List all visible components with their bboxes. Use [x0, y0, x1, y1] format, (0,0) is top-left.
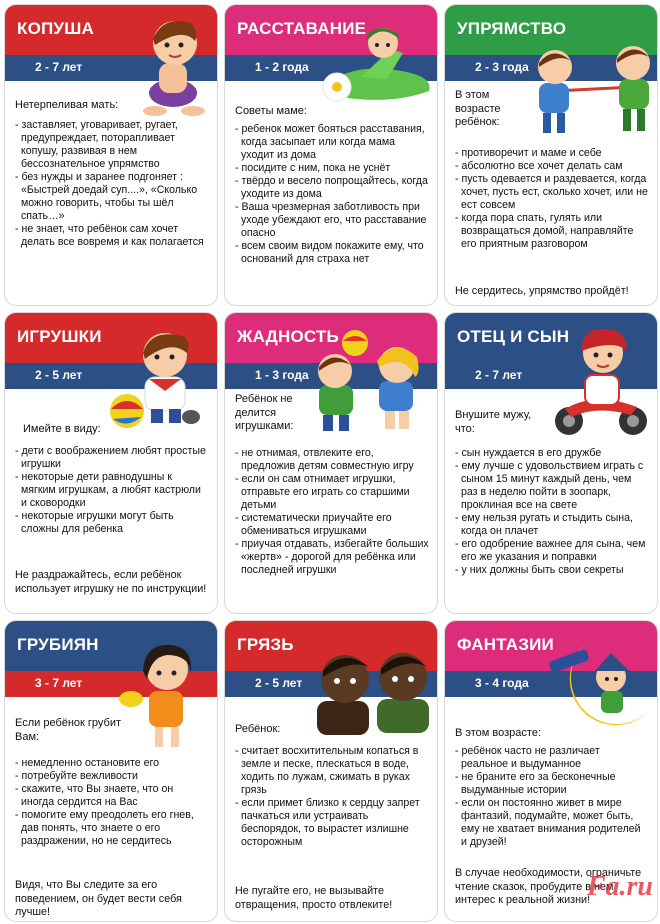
card-note: В случае необходимости, ограничьте чтение сказок, пробудите в нем интерес к реальной жизни!: [455, 867, 642, 906]
tips-list: [235, 447, 429, 577]
list-item: - помогите ему преодолеть его гнев, дав понять, что знаете о его раздражении, но не сердитесь: [15, 809, 209, 848]
list-item: - твёрдо и весело попрощайтесь, когда уходите из дома: [235, 175, 429, 201]
list-item: - не браните его за бесконечные выдуманные истории: [455, 771, 649, 797]
list-item: - потребуйте вежливости: [15, 770, 209, 783]
age-range: 2 - 3 года: [475, 60, 529, 74]
list-item: - Ваша чрезмерная заботливость при уходе убеждают его, что расставание опасно: [235, 201, 429, 240]
tips-list: [15, 757, 209, 848]
card-zhadnost: [224, 312, 438, 614]
card-title: КОПУША: [17, 19, 94, 38]
list-item: - абсолютно все хочет делать сам: [455, 160, 649, 173]
list-item: - ему нельзя ругать и стыдить сына, когда он плачет: [455, 512, 649, 538]
card-kopusha: [4, 4, 218, 306]
card-note: Не сердитесь, упрямство пройдёт!: [455, 285, 629, 297]
list-item: - если он сам отнимает игрушки, отправьте его играть со старшими детьми: [235, 473, 429, 512]
age-range: 2 - 7 лет: [35, 60, 83, 74]
dirty-children-illustration: [311, 641, 435, 741]
age-range: 1 - 3 года: [255, 368, 309, 382]
card-fantazii: [444, 620, 658, 922]
list-item: - не знает, что ребёнок сам хочет делать все вовремя и как полагается: [15, 223, 209, 249]
list-item: - противоречит и маме и себе: [455, 147, 649, 160]
age-range: 2 - 7 лет: [475, 368, 523, 382]
tips-list: [455, 447, 649, 577]
card-note: Не раздражайтесь, если ребёнок использует игрушку не по инструкции!: [15, 569, 207, 595]
card-title: РАССТАВАНИЕ: [237, 19, 367, 38]
tips-list: [455, 745, 649, 849]
child-on-plane-illustration: [321, 21, 437, 113]
card-grubiyan: [4, 620, 218, 922]
child-on-scooter-illustration: [545, 321, 657, 441]
girl-with-toy-illustration: [115, 631, 215, 755]
list-item: - немедленно остановите его: [15, 757, 209, 770]
tips-list: [15, 445, 209, 536]
list-item: - когда пора спать, гулять или возвращаться домой, направляйте его приятным разговором: [455, 212, 649, 251]
card-title: ФАНТАЗИИ: [457, 635, 554, 654]
list-item: - некоторые игрушки могут быть сложны для ребенка: [15, 510, 209, 536]
list-item: - заставляет, уговаривает, ругает, предупреждает, поторапливает копушу, развивая в нем бессознательное упрямство: [15, 119, 209, 171]
list-item: - приучая отдавать, избегайте больших «жертв» - дорогой для ребёнка или последней игрушки: [235, 538, 429, 577]
card-intro: В этом возрасте ребёнок:: [455, 89, 501, 128]
list-item: - считает восхитительным копаться в земле и песке, плескаться в воде, ходить по лужам, сжимать в руках грязь: [235, 745, 429, 797]
list-item: - ребенок может бояться расставания, когда засыпает или когда мама уходит из дома: [235, 123, 429, 162]
children-with-ball-illustration: [305, 327, 435, 437]
card-igrushki: [4, 312, 218, 614]
watermark: Fa.ru: [586, 871, 653, 902]
child-with-telescope-on-moon-illustration: [545, 631, 657, 735]
list-item: - некоторые дети равнодушны к мягким игрушкам, а любят кастрюли и сковородки: [15, 471, 209, 510]
list-item: - его одобрение важнее для сына, чем его же указания и поправки: [455, 538, 649, 564]
card-title: ГРЯЗЬ: [237, 635, 294, 654]
list-item: - пусть одевается и раздевается, когда хочет, пусть ест, сколько хочет, или не ест совсем: [455, 173, 649, 212]
card-title: ОТЕЦ И СЫН: [457, 327, 570, 346]
list-item: - всем своим видом покажите ему, что оснований для страха нет: [235, 240, 429, 266]
card-title: ГРУБИЯН: [17, 635, 99, 654]
list-item: - если он постоянно живет в мире фантазий, подумайте, может быть, ему не хватает внимания родителей и друзей!: [455, 797, 649, 849]
card-intro: Советы маме:: [235, 105, 307, 117]
list-item: - у них должны быть свои секреты: [455, 564, 649, 577]
list-item: - не отнимая, отвлеките его, предложив детям совместную игру: [235, 447, 429, 473]
list-item: - скажите, что Вы знаете, что он иногда сердится на Вас: [15, 783, 209, 809]
child-with-ball-illustration: [105, 319, 215, 431]
age-range: 2 - 5 лет: [255, 676, 303, 690]
list-item: - посидите с ним, пока не уснёт: [235, 162, 429, 175]
tips-list: [455, 147, 649, 251]
list-item: - ему лучше с удовольствием играть с сыном 15 минут каждый день, чем раз в неделю пойти в зоопарк, проклиная все на свете: [455, 460, 649, 512]
card-intro: Ребёнок:: [235, 723, 281, 735]
age-range: 3 - 7 лет: [35, 676, 83, 690]
card-otec-i-syn: [444, 312, 658, 614]
list-item: - сын нуждается в его дружбе: [455, 447, 649, 460]
card-intro: Имейте в виду:: [23, 423, 101, 435]
card-intro: Ребёнок не делится игрушками:: [235, 393, 294, 432]
child-sitting-illustration: [133, 11, 217, 119]
tips-list: [235, 123, 429, 266]
card-rasstavanie: [224, 4, 438, 306]
card-note: Не пугайте его, не вызывайте отвращения, просто отвлеките!: [235, 885, 393, 911]
age-range: 1 - 2 года: [255, 60, 309, 74]
children-pulling-rope-illustration: [529, 35, 657, 139]
card-title: ЖАДНОСТЬ: [237, 327, 339, 346]
card-intro: Внушите мужу, что:: [455, 409, 532, 435]
card-intro: В этом возрасте:: [455, 727, 541, 739]
card-intro: Нетерпеливая мать:: [15, 99, 119, 111]
tips-list: [15, 119, 209, 249]
list-item: - дети с воображением любят простые игрушки: [15, 445, 209, 471]
age-range: 2 - 5 лет: [35, 368, 83, 382]
list-item: - если примет близко к сердцу запрет пачкаться или устраивать беспорядок, то вырастет излишне осторожным: [235, 797, 429, 849]
card-title: УПРЯМСТВО: [457, 19, 567, 38]
card-note: Видя, что Вы следите за его поведением, он будет вести себя лучше!: [15, 879, 182, 918]
card-title: ИГРУШКИ: [17, 327, 102, 346]
tips-list: [235, 745, 429, 849]
card-intro: Если ребёнок грубит Вам:: [15, 717, 122, 743]
age-range: 3 - 4 года: [475, 676, 529, 690]
list-item: - систематически приучайте его обмениваться игрушками: [235, 512, 429, 538]
card-gryaz: [224, 620, 438, 922]
card-upryamstvo: [444, 4, 658, 306]
list-item: - ребёнок часто не различает реальное и выдуманное: [455, 745, 649, 771]
list-item: - без нужды и заранее подгоняет : «Быстрей доедай суп....», «Сколько можно говорить, чтобы ты шёл спать…»: [15, 171, 209, 223]
